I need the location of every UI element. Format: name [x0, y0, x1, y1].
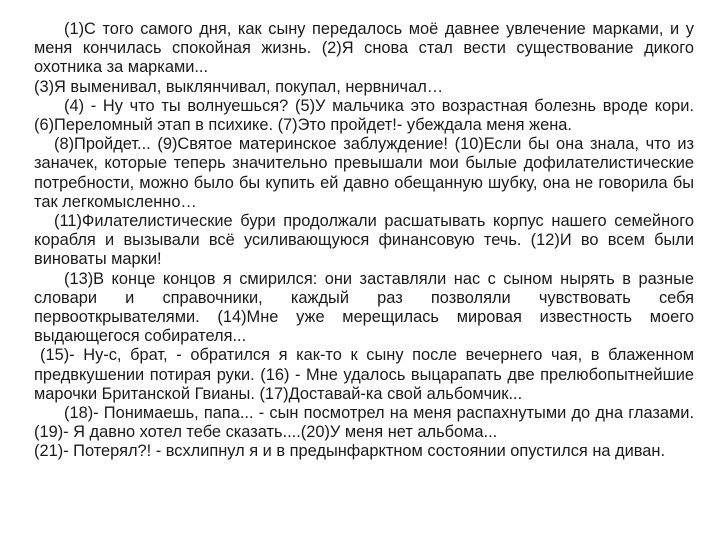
paragraph-4: (8)Пройдет... (9)Святое материнское заблуждение! (10)Если бы она знала, что из заначек, которые теперь значительно превышали мои былые дофилателистические потребности, можно было бы купить ей давно обещанную шубку, она не говорила бы так легкомысленно…: [34, 135, 694, 211]
paragraph-5: (11)Филателистические бури продолжали расшатывать корпус нашего семейного корабля и вызывали всё усиливающуюся финансовую течь. (12)И во всем были виноваты марки!: [34, 212, 694, 269]
paragraph-6: (13)В конце концов я смирился: они заставляли нас с сыном нырять в разные словари и справочники, каждый раз позволяли чувствовать себя первооткрывателями. (14)Мне уже мерещилась мировая известность моего выдающегося собирателя...: [34, 269, 694, 346]
paragraph-3: (4) - Ну что ты волнуешься? (5)У мальчика это возрастная болезнь вроде кори. (6)Переломный этап в психике. (7)Это пройдет!- убеждала меня жена.: [34, 96, 694, 135]
paragraph-2: (3)Я выменивал, выклянчивал, покупал, нервничал…: [34, 77, 444, 96]
document-text: [34, 20, 694, 462]
paragraph-9: (21)- Потерял?! - всхлипнул я и в предынфарктном состоянии опустился на диван.: [34, 442, 666, 461]
paragraph-7: (15)- Ну-с, брат, - обратился я как-то к сыну после вечернего чая, в блаженном предвкушении потирая руки. (16) - Мне удалось выцарапать две прелюбопытнейшие марочки Британской Гвианы. (17)Доставай-ка свой альбомчик...: [34, 346, 694, 403]
paragraph-8: (18)- Понимаешь, папа... - сын посмотрел на меня распахнутыми до дна глазами. (19)- Я давно хотел тебе сказать....(20)У меня нет альбома...: [34, 404, 694, 442]
paragraph-1: (1)С того самого дня, как сыну передалось моё давнее увлечение марками, и у меня кончилась спокойная жизнь. (2)Я снова стал вести существование дикого охотника за марками...: [34, 20, 694, 77]
